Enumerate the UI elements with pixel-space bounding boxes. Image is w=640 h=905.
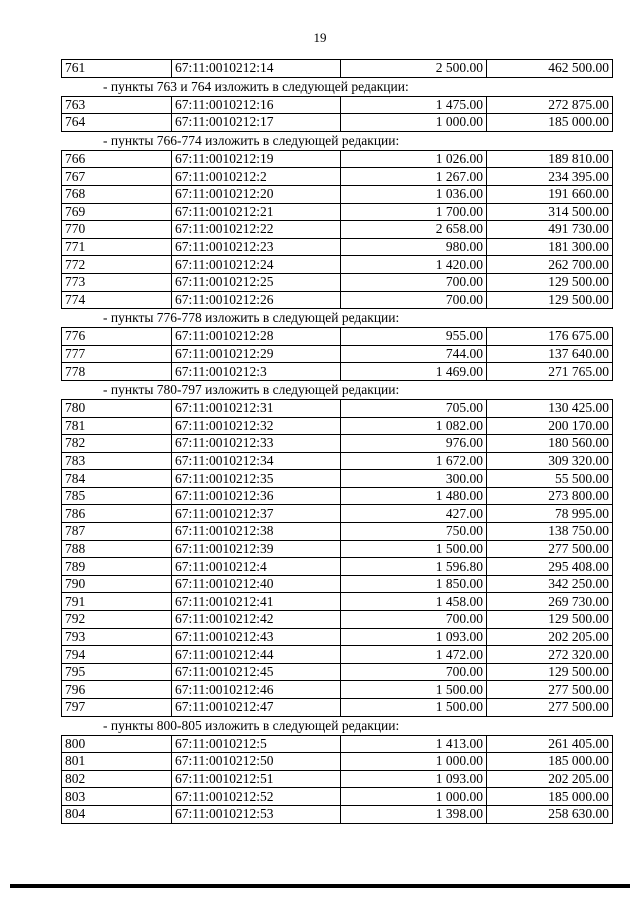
amount-value-cell: 137 640.00 (487, 345, 613, 363)
cadastral-number-cell: 67:11:0010212:26 (172, 291, 341, 309)
amount-value-cell: 462 500.00 (487, 60, 613, 78)
area-value-cell: 1 420.00 (341, 256, 487, 274)
table-row (62, 150, 613, 168)
table-row (62, 203, 613, 221)
cadastral-number-cell: 67:11:0010212:28 (172, 328, 341, 346)
cadastral-number-cell: 67:11:0010212:21 (172, 203, 341, 221)
cadastral-number-cell: 67:11:0010212:36 (172, 487, 341, 505)
amount-value-cell: 138 750.00 (487, 523, 613, 541)
table-row (62, 646, 613, 664)
area-value-cell: 1 093.00 (341, 770, 487, 788)
table-row (62, 540, 613, 558)
section-note: - пункты 766-774 изложить в следующей редакции: (103, 132, 400, 148)
item-number-cell: 793 (62, 628, 172, 646)
cadastral-number-cell: 67:11:0010212:51 (172, 770, 341, 788)
table-row (62, 291, 613, 309)
area-value-cell: 427.00 (341, 505, 487, 523)
section-note: - пункты 763 и 764 изложить в следующей редакции: (103, 78, 409, 94)
amount-value-cell: 234 395.00 (487, 168, 613, 186)
section-note: - пункты 776-778 изложить в следующей редакции: (103, 310, 400, 326)
cadastral-number-cell: 67:11:0010212:44 (172, 646, 341, 664)
amount-value-cell: 129 500.00 (487, 611, 613, 629)
amount-value-cell: 130 425.00 (487, 399, 613, 417)
item-number-cell: 772 (62, 256, 172, 274)
table-row (62, 753, 613, 771)
item-number-cell: 786 (62, 505, 172, 523)
area-value-cell: 1 472.00 (341, 646, 487, 664)
table-row (62, 114, 613, 132)
area-value-cell: 1 036.00 (341, 185, 487, 203)
table-row (62, 770, 613, 788)
area-value-cell: 976.00 (341, 435, 487, 453)
table-row (62, 558, 613, 576)
table-row (62, 735, 613, 753)
item-number-cell: 785 (62, 487, 172, 505)
area-value-cell: 300.00 (341, 470, 487, 488)
cadastral-number-cell: 67:11:0010212:41 (172, 593, 341, 611)
section-table (61, 96, 613, 132)
item-number-cell: 784 (62, 470, 172, 488)
area-value-cell: 700.00 (341, 611, 487, 629)
amount-value-cell: 262 700.00 (487, 256, 613, 274)
amount-value-cell: 129 500.00 (487, 663, 613, 681)
amount-value-cell: 258 630.00 (487, 805, 613, 823)
cadastral-number-cell: 67:11:0010212:42 (172, 611, 341, 629)
table-row (62, 452, 613, 470)
section-table (61, 327, 613, 381)
table-row (62, 363, 613, 381)
amount-value-cell: 295 408.00 (487, 558, 613, 576)
cadastral-number-cell: 67:11:0010212:39 (172, 540, 341, 558)
table-row (62, 523, 613, 541)
amount-value-cell: 129 500.00 (487, 273, 613, 291)
item-number-cell: 774 (62, 291, 172, 309)
amount-value-cell: 55 500.00 (487, 470, 613, 488)
item-number-cell: 800 (62, 735, 172, 753)
area-value-cell: 750.00 (341, 523, 487, 541)
amount-value-cell: 277 500.00 (487, 681, 613, 699)
area-value-cell: 2 500.00 (341, 60, 487, 78)
table-row (62, 435, 613, 453)
section-table (61, 150, 613, 309)
table-row (62, 788, 613, 806)
area-value-cell: 1 596.80 (341, 558, 487, 576)
item-number-cell: 780 (62, 399, 172, 417)
table-row (62, 168, 613, 186)
item-number-cell: 796 (62, 681, 172, 699)
table-row (62, 487, 613, 505)
amount-value-cell: 491 730.00 (487, 221, 613, 239)
area-value-cell: 1 500.00 (341, 681, 487, 699)
area-value-cell: 1 026.00 (341, 150, 487, 168)
item-number-cell: 776 (62, 328, 172, 346)
cadastral-number-cell: 67:11:0010212:46 (172, 681, 341, 699)
amount-value-cell: 269 730.00 (487, 593, 613, 611)
cadastral-number-cell: 67:11:0010212:38 (172, 523, 341, 541)
item-number-cell: 791 (62, 593, 172, 611)
amount-value-cell: 78 995.00 (487, 505, 613, 523)
area-value-cell: 1 850.00 (341, 575, 487, 593)
table-row (62, 611, 613, 629)
item-number-cell: 790 (62, 575, 172, 593)
area-value-cell: 700.00 (341, 663, 487, 681)
amount-value-cell: 272 320.00 (487, 646, 613, 664)
table-row (62, 663, 613, 681)
cadastral-number-cell: 67:11:0010212:35 (172, 470, 341, 488)
item-number-cell: 781 (62, 417, 172, 435)
amount-value-cell: 314 500.00 (487, 203, 613, 221)
amount-value-cell: 309 320.00 (487, 452, 613, 470)
item-number-cell: 804 (62, 805, 172, 823)
table-row (62, 256, 613, 274)
cadastral-number-cell: 67:11:0010212:5 (172, 735, 341, 753)
area-value-cell: 700.00 (341, 291, 487, 309)
amount-value-cell: 277 500.00 (487, 699, 613, 717)
item-number-cell: 768 (62, 185, 172, 203)
table-row (62, 417, 613, 435)
cadastral-number-cell: 67:11:0010212:14 (172, 60, 341, 78)
page-number: 19 (313, 30, 327, 45)
item-number-cell: 763 (62, 96, 172, 114)
area-value-cell: 980.00 (341, 238, 487, 256)
cadastral-number-cell: 67:11:0010212:31 (172, 399, 341, 417)
amount-value-cell: 185 000.00 (487, 753, 613, 771)
amount-value-cell: 129 500.00 (487, 291, 613, 309)
cadastral-number-cell: 67:11:0010212:37 (172, 505, 341, 523)
area-value-cell: 1 000.00 (341, 114, 487, 132)
cadastral-number-cell: 67:11:0010212:4 (172, 558, 341, 576)
item-number-cell: 794 (62, 646, 172, 664)
amount-value-cell: 261 405.00 (487, 735, 613, 753)
cadastral-number-cell: 67:11:0010212:3 (172, 363, 341, 381)
cadastral-number-cell: 67:11:0010212:45 (172, 663, 341, 681)
item-number-cell: 782 (62, 435, 172, 453)
amount-value-cell: 202 205.00 (487, 628, 613, 646)
amount-value-cell: 202 205.00 (487, 770, 613, 788)
item-number-cell: 766 (62, 150, 172, 168)
amount-value-cell: 181 300.00 (487, 238, 613, 256)
cadastral-number-cell: 67:11:0010212:53 (172, 805, 341, 823)
area-value-cell: 1 413.00 (341, 735, 487, 753)
table-row (62, 399, 613, 417)
table-row (62, 96, 613, 114)
cadastral-number-cell: 67:11:0010212:2 (172, 168, 341, 186)
cadastral-number-cell: 67:11:0010212:19 (172, 150, 341, 168)
cadastral-number-cell: 67:11:0010212:34 (172, 452, 341, 470)
item-number-cell: 789 (62, 558, 172, 576)
cadastral-number-cell: 67:11:0010212:29 (172, 345, 341, 363)
cadastral-number-cell: 67:11:0010212:50 (172, 753, 341, 771)
cadastral-number-cell: 67:11:0010212:43 (172, 628, 341, 646)
table-row (62, 185, 613, 203)
area-value-cell: 2 658.00 (341, 221, 487, 239)
table-row (62, 505, 613, 523)
item-number-cell: 770 (62, 221, 172, 239)
item-number-cell: 773 (62, 273, 172, 291)
cadastral-number-cell: 67:11:0010212:16 (172, 96, 341, 114)
area-value-cell: 955.00 (341, 328, 487, 346)
cadastral-number-cell: 67:11:0010212:25 (172, 273, 341, 291)
amount-value-cell: 191 660.00 (487, 185, 613, 203)
section-note: - пункты 800-805 изложить в следующей редакции: (103, 717, 400, 733)
item-number-cell: 778 (62, 363, 172, 381)
footer-rule (10, 884, 630, 888)
area-value-cell: 1 700.00 (341, 203, 487, 221)
area-value-cell: 744.00 (341, 345, 487, 363)
amount-value-cell: 342 250.00 (487, 575, 613, 593)
cadastral-number-cell: 67:11:0010212:33 (172, 435, 341, 453)
cadastral-number-cell: 67:11:0010212:24 (172, 256, 341, 274)
amount-value-cell: 189 810.00 (487, 150, 613, 168)
item-number-cell: 803 (62, 788, 172, 806)
amount-value-cell: 272 875.00 (487, 96, 613, 114)
area-value-cell: 1 000.00 (341, 753, 487, 771)
cadastral-number-cell: 67:11:0010212:47 (172, 699, 341, 717)
amount-value-cell: 200 170.00 (487, 417, 613, 435)
table-row (62, 575, 613, 593)
table-row (62, 699, 613, 717)
item-number-cell: 771 (62, 238, 172, 256)
item-number-cell: 777 (62, 345, 172, 363)
table-row (62, 328, 613, 346)
item-number-cell: 795 (62, 663, 172, 681)
area-value-cell: 1 480.00 (341, 487, 487, 505)
table-row (62, 805, 613, 823)
cadastral-number-cell: 67:11:0010212:52 (172, 788, 341, 806)
table-row (62, 60, 613, 78)
section-table (61, 399, 613, 717)
amount-value-cell: 185 000.00 (487, 114, 613, 132)
item-number-cell: 787 (62, 523, 172, 541)
cadastral-number-cell: 67:11:0010212:40 (172, 575, 341, 593)
area-value-cell: 1 267.00 (341, 168, 487, 186)
document-body (61, 59, 613, 824)
item-number-cell: 797 (62, 699, 172, 717)
area-value-cell: 1 082.00 (341, 417, 487, 435)
area-value-cell: 1 469.00 (341, 363, 487, 381)
table-row (62, 470, 613, 488)
amount-value-cell: 273 800.00 (487, 487, 613, 505)
amount-value-cell: 277 500.00 (487, 540, 613, 558)
table-row (62, 345, 613, 363)
item-number-cell: 761 (62, 60, 172, 78)
section-note: - пункты 780-797 изложить в следующей редакции: (103, 381, 400, 397)
area-value-cell: 1 458.00 (341, 593, 487, 611)
table-row (62, 681, 613, 699)
item-number-cell: 801 (62, 753, 172, 771)
area-value-cell: 1 500.00 (341, 699, 487, 717)
section-table (61, 735, 613, 824)
table-row (62, 273, 613, 291)
area-value-cell: 1 500.00 (341, 540, 487, 558)
area-value-cell: 1 000.00 (341, 788, 487, 806)
table-row (62, 238, 613, 256)
area-value-cell: 700.00 (341, 273, 487, 291)
item-number-cell: 792 (62, 611, 172, 629)
amount-value-cell: 180 560.00 (487, 435, 613, 453)
item-number-cell: 783 (62, 452, 172, 470)
amount-value-cell: 271 765.00 (487, 363, 613, 381)
item-number-cell: 788 (62, 540, 172, 558)
area-value-cell: 1 475.00 (341, 96, 487, 114)
amount-value-cell: 176 675.00 (487, 328, 613, 346)
section-table (61, 59, 613, 78)
item-number-cell: 802 (62, 770, 172, 788)
table-row (62, 221, 613, 239)
area-value-cell: 1 672.00 (341, 452, 487, 470)
item-number-cell: 769 (62, 203, 172, 221)
area-value-cell: 705.00 (341, 399, 487, 417)
item-number-cell: 767 (62, 168, 172, 186)
cadastral-number-cell: 67:11:0010212:23 (172, 238, 341, 256)
cadastral-number-cell: 67:11:0010212:32 (172, 417, 341, 435)
amount-value-cell: 185 000.00 (487, 788, 613, 806)
area-value-cell: 1 398.00 (341, 805, 487, 823)
cadastral-number-cell: 67:11:0010212:20 (172, 185, 341, 203)
table-row (62, 593, 613, 611)
table-row (62, 628, 613, 646)
cadastral-number-cell: 67:11:0010212:22 (172, 221, 341, 239)
item-number-cell: 764 (62, 114, 172, 132)
cadastral-number-cell: 67:11:0010212:17 (172, 114, 341, 132)
area-value-cell: 1 093.00 (341, 628, 487, 646)
